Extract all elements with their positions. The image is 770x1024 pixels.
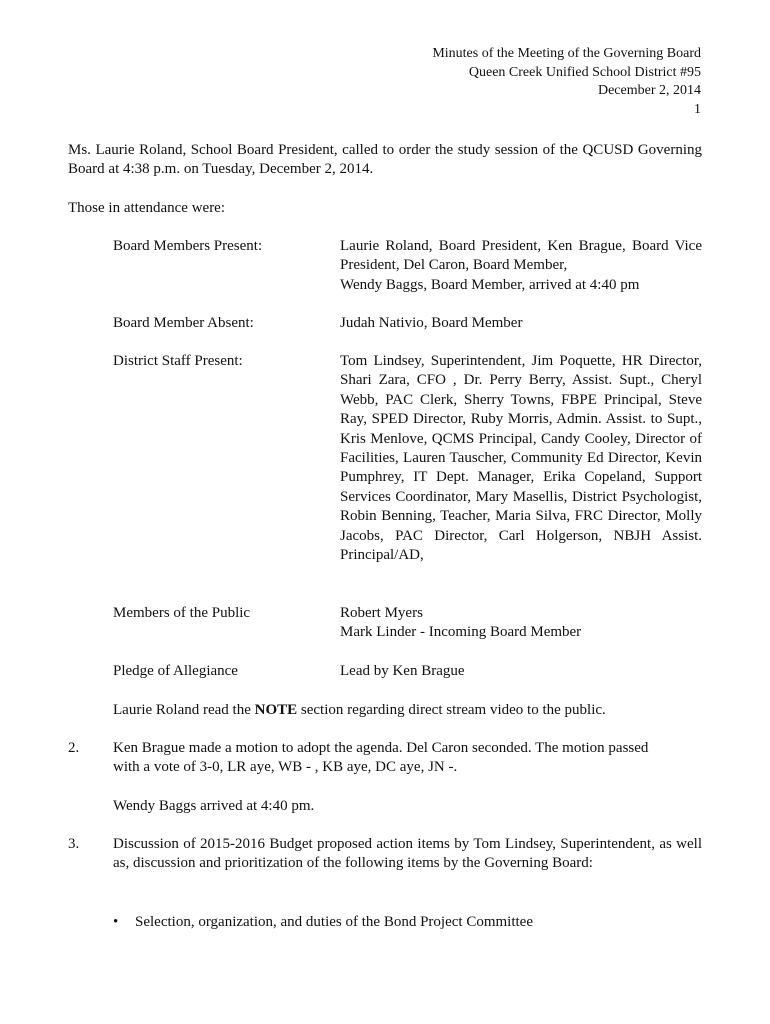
attendance-intro: Those in attendance were: [68,200,226,216]
document-header [432,45,701,119]
note-paragraph [113,701,702,720]
board-present-label: Board Members Present: [113,238,263,254]
board-absent-label: Board Member Absent: [113,315,254,331]
item3-number: 3. [68,836,80,852]
header-district: Queen Creek Unified School District #95 [468,64,701,80]
public-label: Members of the Public [113,605,251,621]
staff-present-label: District Staff Present: [113,353,243,369]
header-date: December 2, 2014 [597,83,701,98]
item2-followup: Wendy Baggs arrived at 4:40 pm. [113,798,315,814]
intro-paragraph: Ms. Laurie Roland, School Board President, called to order the study session of the QCUSD Governing Board at 4:38 p.m. on Tuesday, December 2, 2014. [68,142,702,178]
note-after: section regarding direct stream video to the public. [297,702,606,718]
public-line1: Robert Myers [340,605,423,621]
bullet-icon: • [113,914,119,930]
note-before: Laurie Roland read the [113,702,255,718]
item3-text: Discussion of 2015-2016 Budget proposed action items by Tom Lindsey, Superintendent, as well as, discussion and prioritization of the following items by the Governing Board: [113,836,702,872]
public-value [340,604,702,643]
pledge-label: Pledge of Allegiance [113,663,238,679]
board-present-line1: Laurie Roland, Board President, Ken Brague, Board Vice President, Del Caron, Board Member, [340,238,702,274]
pledge-value: Lead by Ken Brague [340,663,465,679]
public-line2: Mark Linder - Incoming Board Member [340,624,582,641]
page-number: 1 [694,101,701,117]
staff-present-value: Tom Lindsey, Superintendent, Jim Poquette, HR Director, Shari Zara, CFO , Dr. Perry Berry, Assist. Supt., Cheryl Webb, PAC Clerk, Sherry Towns, FBPE Principal, Steve Ray, SPED Director, Ruby Morris, Admin. Assist. to Supt., Kris Menlove, QCMS Principal, Candy Cooley, Director of Facilities, Lauren Tauscher, Community Ed Director, Kevin Pumphrey, IT Dept. Manager, Erika Copeland, Support Services Coordinator, Mary Masellis, District Psychologist, Robin Benning, Teacher, Maria Silva, FRC Director, Molly Jacobs, PAC Director, Carl Holgerson, NBJH Assist. Principal/AD, [340,353,702,564]
item2-number: 2. [68,740,80,756]
bullet-text: Selection, organization, and duties of the Bond Project Committee [135,914,533,930]
note-bold: NOTE [254,702,298,718]
board-absent-value: Judah Nativio, Board Member [340,315,523,331]
board-present-line2: Wendy Baggs, Board Member, arrived at 4:40 pm [340,276,640,293]
board-present-value [340,237,702,295]
header-title: Minutes of the Meeting of the Governing Board [432,46,701,61]
item2-text: Ken Brague made a motion to adopt the agenda. Del Caron seconded. The motion passed with a vote of 3-0, LR aye, WB - , KB aye, DC aye, JN -. [113,740,649,776]
